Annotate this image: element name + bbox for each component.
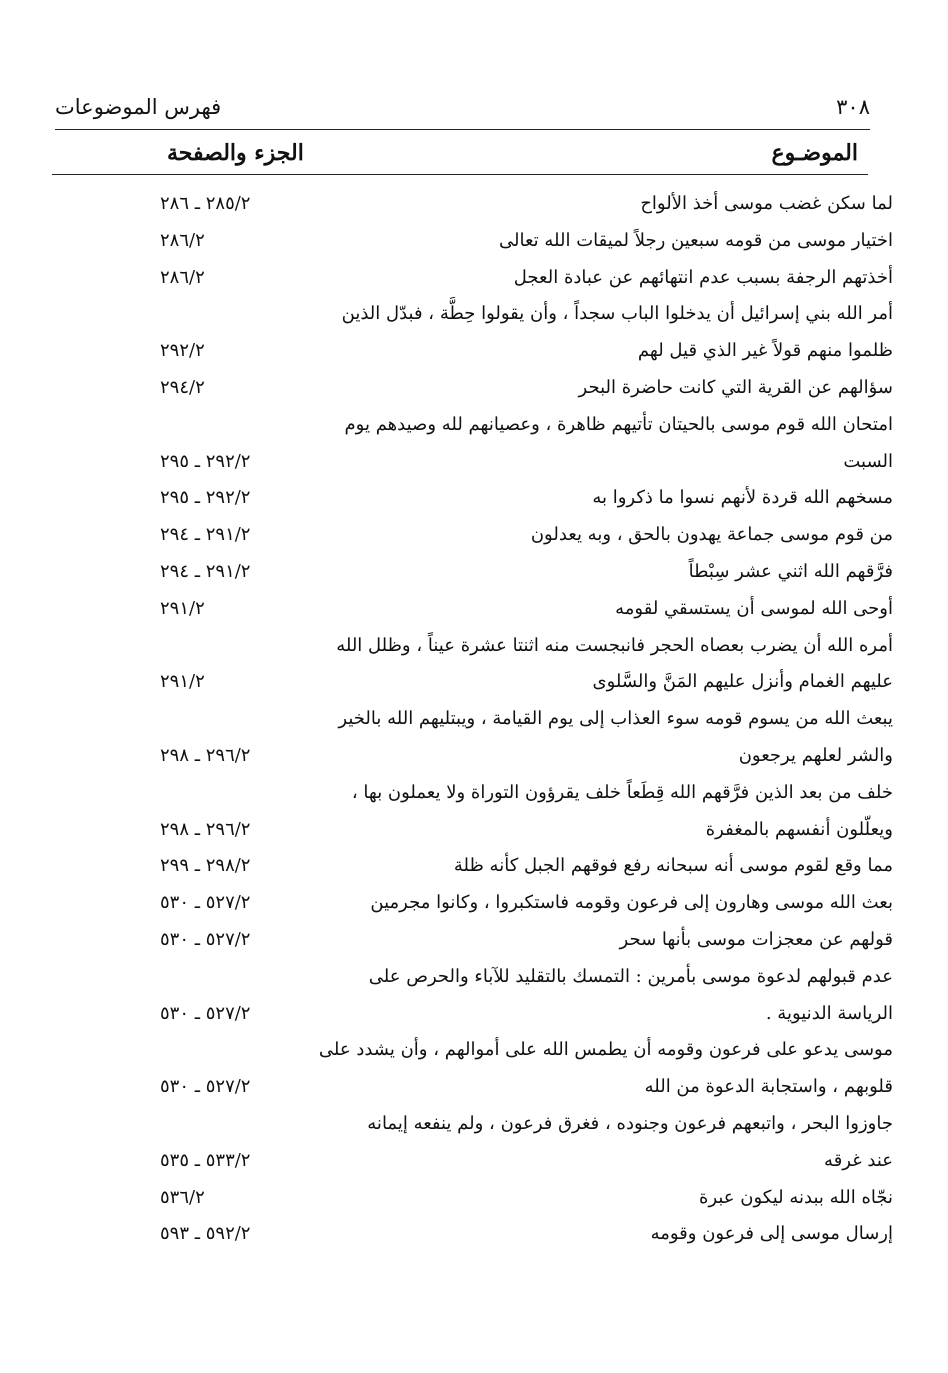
index-entry bbox=[60, 922, 893, 959]
entry-reference: ٢٩٦/٢ ـ ٢٩٨ bbox=[160, 818, 251, 840]
entry-topic: أمره الله أن يضرب بعصاه الحجر فانبجست منه اثنتا عشرة عيناً ، وظلل الله bbox=[336, 634, 893, 656]
index-entry bbox=[60, 186, 893, 223]
index-entry bbox=[60, 959, 893, 996]
entry-topic: قولهم عن معجزات موسى بأنها سحر bbox=[619, 928, 893, 950]
entry-reference: ٥٢٧/٢ ـ ٥٣٠ bbox=[160, 892, 251, 914]
index-entry bbox=[60, 885, 893, 922]
entry-topic: أوحى الله لموسى أن يستسقي لقومه bbox=[615, 597, 893, 619]
entry-reference: ٢٩٢/٢ ـ ٢٩٥ bbox=[160, 487, 251, 509]
index-entry bbox=[60, 1069, 893, 1106]
index-entry bbox=[60, 223, 893, 260]
entry-topic: ظلموا منهم قولاً غير الذي قيل لهم bbox=[637, 340, 893, 362]
index-entry bbox=[60, 480, 893, 517]
index-entry bbox=[60, 701, 893, 738]
entry-reference: ٢٩١/٢ ـ ٢٩٤ bbox=[160, 524, 251, 546]
entry-topic: موسى يدعو على فرعون وقومه أن يطمس الله على أموالهم ، وأن يشدد على bbox=[318, 1039, 893, 1061]
entry-reference: ٥٢٧/٢ ـ ٥٣٠ bbox=[160, 928, 251, 950]
index-entry bbox=[60, 444, 893, 481]
index-entry bbox=[60, 1180, 893, 1217]
index-entry bbox=[60, 517, 893, 554]
entry-reference: ٢٩١/٢ ـ ٢٩٤ bbox=[160, 560, 251, 582]
entry-topic: ويعلّلون أنفسهم بالمغفرة bbox=[705, 818, 893, 840]
index-entry bbox=[60, 1216, 893, 1253]
entry-topic: قلوبهم ، واستجابة الدعوة من الله bbox=[644, 1076, 893, 1098]
index-entry bbox=[60, 1143, 893, 1180]
running-title: فهرس الموضوعات bbox=[55, 95, 222, 119]
entry-reference: ٥٢٧/٢ ـ ٥٣٠ bbox=[160, 1076, 251, 1098]
entry-topic: أمر الله بني إسرائيل أن يدخلوا الباب سجداً ، وأن يقولوا حِطَّة ، فبدّل الذين bbox=[341, 303, 893, 325]
entry-topic: خلف من بعد الذين فرَّقهم الله قِطَعاً خلف يقرؤون التوراة ولا يعملون بها ، bbox=[351, 781, 893, 803]
entry-topic: امتحان الله قوم موسى بالحيتان تأتيهم ظاهرة ، وعصيانهم لله وصيدهم يوم bbox=[344, 413, 893, 435]
entry-reference: ٢٩٦/٢ ـ ٢٩٨ bbox=[160, 744, 251, 766]
index-entry bbox=[60, 1106, 893, 1143]
entry-reference: ٢٩١/٢ bbox=[160, 597, 205, 619]
index-entry bbox=[60, 848, 893, 885]
entry-reference: ٢٨٦/٢ bbox=[160, 266, 205, 288]
entry-topic: بعث الله موسى وهارون إلى فرعون وقومه فاستكبروا ، وكانوا مجرمين bbox=[370, 892, 893, 914]
entry-topic: الرياسة الدنيوية . bbox=[765, 1002, 893, 1024]
index-entry bbox=[60, 407, 893, 444]
index-entry bbox=[60, 1032, 893, 1069]
index-entry bbox=[60, 812, 893, 849]
entry-reference: ٢٩٢/٢ ـ ٢٩٥ bbox=[160, 450, 251, 472]
index-entry bbox=[60, 775, 893, 812]
column-header bbox=[52, 140, 868, 175]
entry-topic: نجّاه الله ببدنه ليكون عبرة bbox=[699, 1186, 893, 1208]
index-entry bbox=[60, 628, 893, 665]
entry-reference: ٢٩١/٢ bbox=[160, 671, 205, 693]
entry-topic: فرَّقهم الله اثني عشر سِبْطاً bbox=[688, 560, 893, 582]
topic-column-heading: الموضـوع bbox=[771, 140, 858, 166]
entry-reference: ٢٨٦/٢ bbox=[160, 229, 205, 251]
entry-reference: ٢٩٢/٢ bbox=[160, 340, 205, 362]
index-entry bbox=[60, 996, 893, 1033]
running-header bbox=[55, 95, 870, 130]
entry-topic: اختيار موسى من قومه سبعين رجلاً لميقات الله تعالى bbox=[498, 229, 893, 251]
entry-topic: أخذتهم الرجفة بسبب عدم انتهائهم عن عبادة العجل bbox=[513, 266, 893, 288]
entry-reference: ٢٩٨/٢ ـ ٢٩٩ bbox=[160, 855, 251, 877]
entry-topic: والشر لعلهم يرجعون bbox=[738, 744, 893, 766]
entry-reference: ٢٨٥/٢ ـ ٢٨٦ bbox=[160, 193, 251, 214]
index-entry bbox=[60, 554, 893, 591]
entry-topic: سؤالهم عن القرية التي كانت حاضرة البحر bbox=[578, 376, 893, 398]
entry-reference: ٥٢٧/٢ ـ ٥٣٠ bbox=[160, 1002, 251, 1024]
entry-topic: من قوم موسى جماعة يهدون بالحق ، وبه يعدلون bbox=[530, 524, 893, 546]
entry-reference: ٥٣٦/٢ bbox=[160, 1186, 205, 1208]
index-entry bbox=[60, 296, 893, 333]
index-entry bbox=[60, 333, 893, 370]
index-entry bbox=[60, 260, 893, 297]
entry-topic: لما سكن غضب موسى أخذ الألواح bbox=[640, 193, 893, 214]
entry-topic: يبعث الله من يسوم قومه سوء العذاب إلى يوم القيامة ، ويبتليهم الله بالخير bbox=[338, 708, 893, 730]
entry-topic: عند غرقه bbox=[824, 1149, 893, 1171]
index-entry bbox=[60, 664, 893, 701]
index-entry bbox=[60, 370, 893, 407]
entry-reference: ٥٩٢/٢ ـ ٥٩٣ bbox=[160, 1223, 251, 1245]
index-entry bbox=[60, 738, 893, 775]
index-entry bbox=[60, 591, 893, 628]
entry-topic: السبت bbox=[843, 450, 893, 472]
entry-topic: إرسال موسى إلى فرعون وقومه bbox=[650, 1223, 893, 1245]
entry-topic: عدم قبولهم لدعوة موسى بأمرين : التمسك بالتقليد للآباء والحرص على bbox=[368, 965, 893, 987]
entry-reference: ٢٩٤/٢ bbox=[160, 376, 205, 398]
entry-topic: مسخهم الله قردة لأنهم نسوا ما ذكروا به bbox=[592, 487, 893, 509]
entry-reference: ٥٣٣/٢ ـ ٥٣٥ bbox=[160, 1149, 251, 1171]
volume-page-column-heading: الجزء والصفحة bbox=[167, 140, 304, 166]
index-entries bbox=[60, 186, 893, 1253]
entry-topic: مما وقع لقوم موسى أنه سبحانه رفع فوقهم الجبل كأنه ظلة bbox=[453, 855, 893, 877]
entry-topic: عليهم الغمام وأنزل عليهم المَنَّ والسَّلوى bbox=[592, 671, 893, 693]
entry-topic: جاوزوا البحر ، واتبعهم فرعون وجنوده ، فغرق فرعون ، ولم ينفعه إيمانه bbox=[367, 1112, 893, 1134]
page-number: ٣٠٨ bbox=[836, 95, 870, 119]
